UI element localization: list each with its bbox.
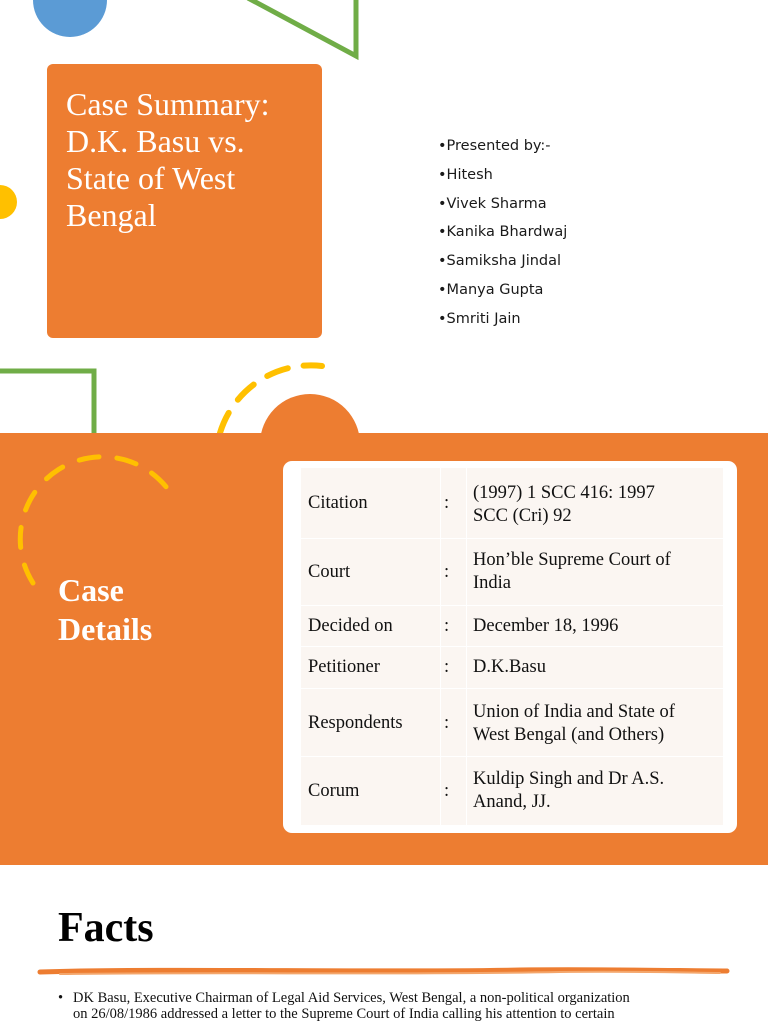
row-label: Decided on [308,616,393,636]
row-label: Corum [308,781,360,801]
table-row-citation [301,468,723,539]
paragraph-line: DK Basu, Executive Chairman of Legal Aid Services, West Bengal, a non-political organization [73,990,630,1006]
presenters-list [438,132,738,334]
green-square-shape [0,371,94,433]
row-value [473,482,718,528]
row-value [473,701,718,747]
bullet-icon: • [58,990,64,1006]
blue-circle-shape [33,0,107,37]
row-value [473,549,718,595]
presenter-item: •Kanika Bhardwaj [438,224,568,241]
title-box [47,64,322,338]
slide-title: Case Summary: D.K. Basu vs. State of West Bengal [66,86,270,233]
table-row-respondents [301,689,723,757]
facts-title: Facts [58,905,154,951]
presenter-item: •Vivek Sharma [438,195,547,212]
row-label: Court [308,562,351,582]
value-line: Kuldip Singh and Dr A.S. [473,769,665,789]
table-row-decided-on [301,606,723,647]
heading-line: Case [58,572,124,608]
orange-circle-shape [260,394,360,433]
case-details-card [283,461,737,833]
row-label: Respondents [308,713,403,733]
row-separator: : [444,616,450,636]
table-row-petitioner [301,647,723,689]
facts-paragraph-body [73,990,738,1022]
case-details-table [301,468,723,825]
row-separator: : [444,493,450,513]
facts-paragraph [58,990,738,1022]
row-separator: : [444,562,450,582]
presenter-item: •Hitesh [438,166,493,183]
facts-slide [0,865,768,1024]
case-details-slide [0,433,768,865]
heading-line: Details [58,611,153,647]
presenter-item: •Samiksha Jindal [438,253,562,270]
value-line: Hon’ble Supreme Court of [473,550,671,570]
green-triangle-shape [248,0,356,56]
value-line: West Bengal (and Others) [473,725,665,745]
row-separator: : [444,781,450,801]
yellow-semicircle-shape [0,185,17,219]
value-line: D.K.Basu [473,657,546,677]
orange-brush-underline [0,963,768,983]
value-line: India [473,573,512,593]
presenter-item: •Manya Gupta [438,281,544,298]
table-row-court [301,539,723,606]
row-value [473,656,718,679]
presenter-item: •Smriti Jain [438,310,521,327]
case-details-heading [58,571,152,649]
white-dashed-arc-shape [20,457,172,583]
title-slide [0,0,768,433]
row-value [473,615,718,638]
value-line: (1997) 1 SCC 416: 1997 [473,483,655,503]
value-line: Anand, JJ. [473,792,551,812]
value-line: SCC (Cri) 92 [473,506,572,526]
value-line: December 18, 1996 [473,616,619,636]
row-separator: : [444,657,450,677]
row-label: Citation [308,493,368,513]
presenters-heading: •Presented by:- [438,138,551,154]
row-separator: : [444,713,450,733]
row-value [473,768,718,814]
row-label: Petitioner [308,657,380,677]
value-line: Union of India and State of [473,702,675,722]
table-row-corum [301,757,723,825]
paragraph-line: on 26/08/1986 addressed a letter to the Supreme Court of India calling his attention to certain [73,1006,615,1022]
